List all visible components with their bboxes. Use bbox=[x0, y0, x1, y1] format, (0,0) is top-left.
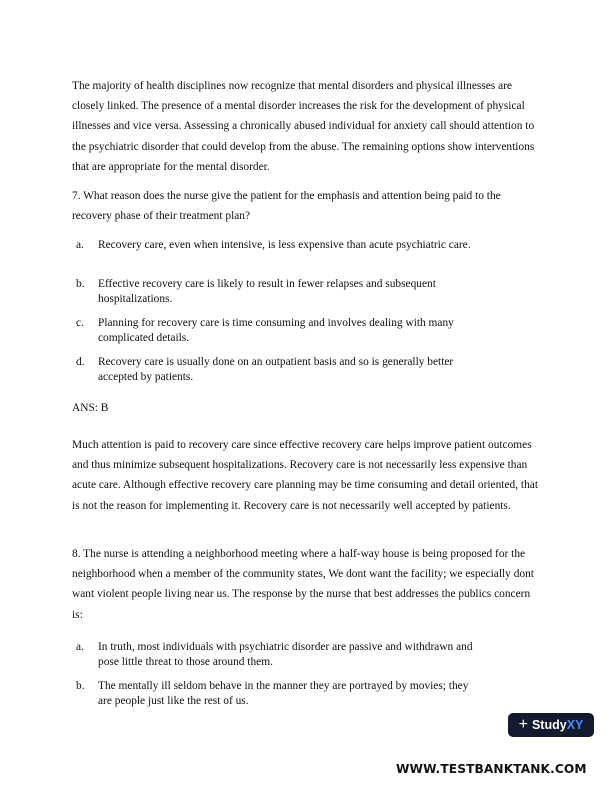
studyxy-logo[interactable] bbox=[508, 713, 594, 737]
question-8-options bbox=[72, 640, 542, 718]
question-8-text: 8. The nurse is attending a neighborhood meeting where a half-way house is being proposed for the neighborhood when a member of the community states, We dont want the facility; we especially dont want violent people living near us. The response by the nurse that best addresses the publics concern is: bbox=[72, 548, 534, 621]
option-letter: a. bbox=[76, 641, 84, 653]
option-letter: b. bbox=[76, 278, 85, 290]
option-letter: a. bbox=[76, 239, 84, 251]
logo-accent: XY bbox=[566, 718, 584, 732]
logo-prefix: Study bbox=[531, 718, 567, 732]
question-7-text: 7. What reason does the nurse give the patient for the emphasis and attention being paid to the recovery phase of their treatment plan? bbox=[72, 190, 501, 223]
question-8-option-a bbox=[72, 640, 542, 679]
option-text: The mentally ill seldom behave in the manner they are portrayed by movies; they are people just like the rest of us. bbox=[98, 680, 469, 707]
option-text: In truth, most individuals with psychiatric disorder are passive and withdrawn and pose little threat to those around them. bbox=[98, 641, 473, 668]
question-7-option-b bbox=[72, 277, 542, 316]
footer-url[interactable]: WWW.TESTBANKTANK.COM bbox=[396, 762, 587, 776]
option-letter: d. bbox=[76, 356, 85, 368]
question-7-answer: ANS: B bbox=[72, 402, 109, 414]
option-letter: b. bbox=[76, 680, 85, 692]
question-7-rationale: Much attention is paid to recovery care since effective recovery care helps improve patient outcomes and thus minimize subsequent hospitalizations. Recovery care is not necessarily less expensive than acute care. Although effective recovery care planning may be time consuming and detail oriented, that is not the reason for implementing it. Recovery care is not necessarily well accepted by patients. bbox=[72, 439, 538, 512]
intro-paragraph: The majority of health disciplines now recognize that mental disorders and physical illnesses are closely linked. The presence of a mental disorder increases the risk for the development of physical illnesses and vice versa. Assessing a chronically abused individual for anxiety call should attention to the psychiatric disorder that could develop from the abuse. The remaining options show interventions that are appropriate for the mental disorder. bbox=[72, 80, 535, 173]
question-7-option-c bbox=[72, 316, 542, 355]
question-8-option-b bbox=[72, 679, 542, 718]
plus-icon: + bbox=[518, 716, 528, 733]
option-text: Recovery care, even when intensive, is less expensive than acute psychiatric care. bbox=[98, 239, 471, 251]
question-7-option-a bbox=[72, 238, 542, 277]
question-7-option-d bbox=[72, 355, 542, 394]
option-text: Planning for recovery care is time consuming and involves dealing with many complicated details. bbox=[98, 317, 454, 344]
option-text: Effective recovery care is likely to result in fewer relapses and subsequent hospitalizations. bbox=[98, 278, 436, 305]
option-text: Recovery care is usually done on an outpatient basis and so is generally better accepted by patients. bbox=[98, 356, 454, 383]
question-7-options bbox=[72, 238, 542, 394]
option-letter: c. bbox=[76, 317, 84, 329]
